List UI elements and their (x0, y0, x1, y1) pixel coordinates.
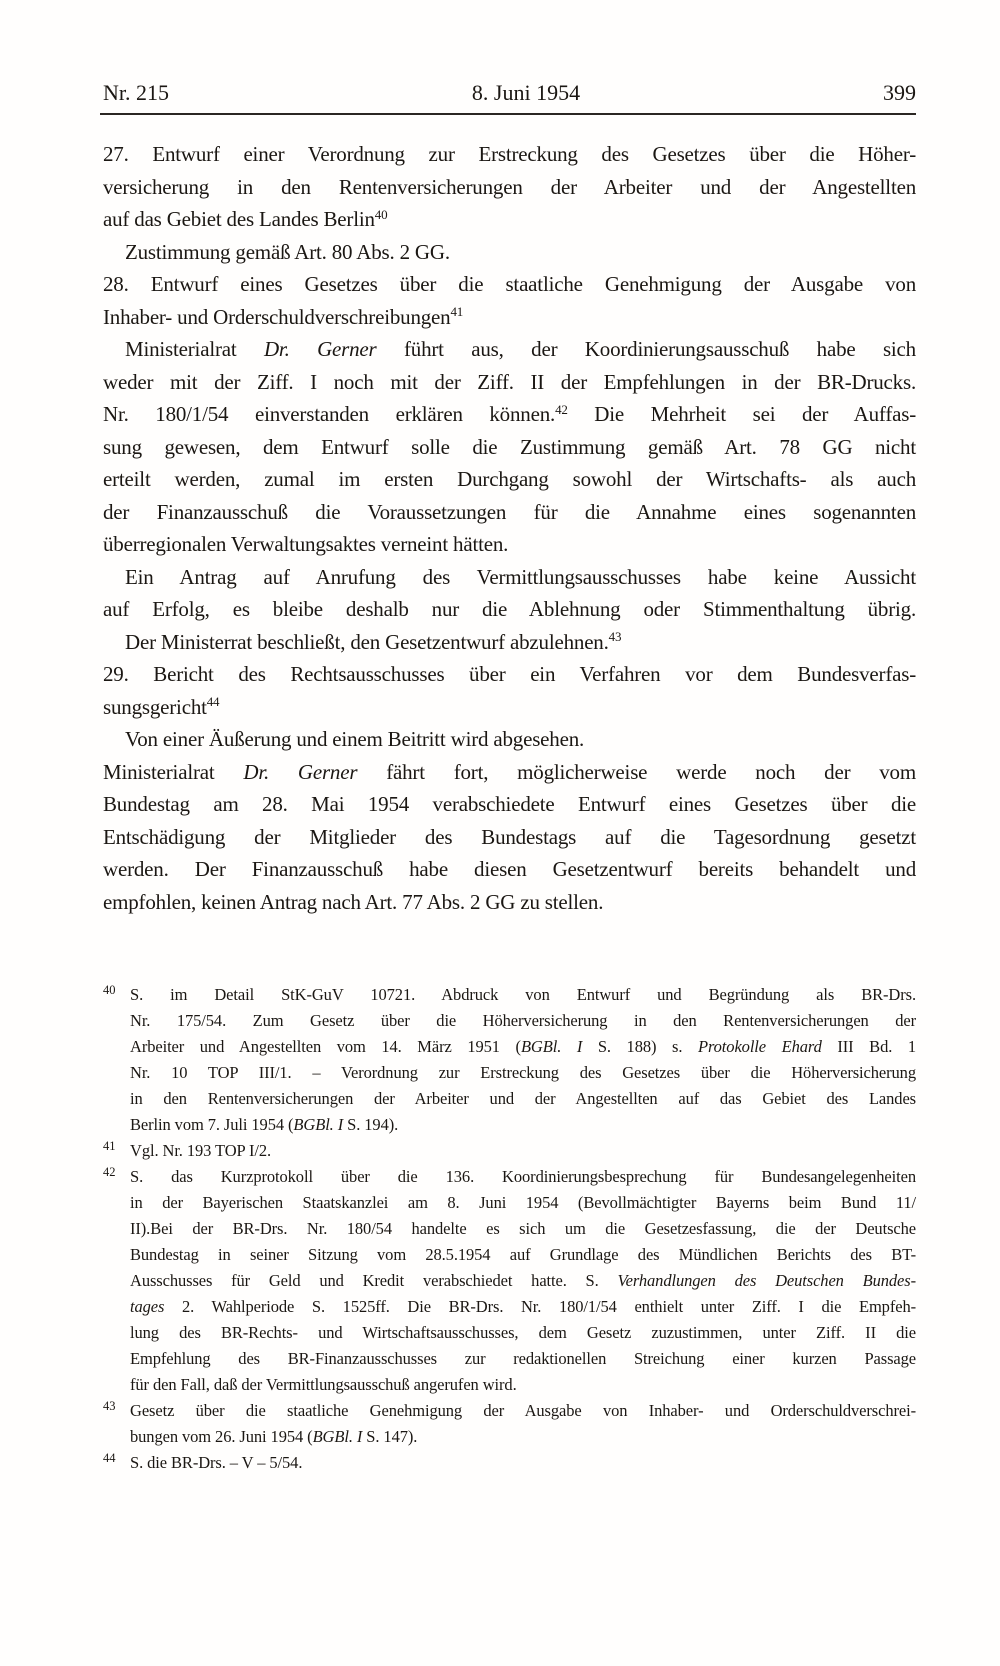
text-line (103, 431, 916, 464)
text-run: Nr. 175/54. Zum Gesetz über die Höherversicherung in den Rentenversicherungen der (130, 1011, 916, 1030)
page-header (103, 80, 916, 106)
text-line (130, 1216, 916, 1242)
footnote-number: 42 (103, 1165, 116, 1179)
text-line (103, 203, 916, 236)
text-line (130, 1008, 916, 1034)
text-run: Nr. 10 TOP III/1. – Verordnung zur Erstreckung des Gesetzes über die Höherversicherung (130, 1063, 916, 1082)
italic-text: tages (130, 1297, 165, 1316)
text-run: der Finanzausschuß die Voraussetzungen für die Annahme eines sogenannten (103, 499, 916, 524)
footnote (103, 1138, 916, 1164)
footnote-number: 43 (103, 1399, 116, 1413)
text-line (130, 1190, 916, 1216)
text-run: Bundestag in seiner Sitzung vom 28.5.1954 auf Grundlage des Mündlichen Berichts des BT- (130, 1245, 916, 1264)
text-run: werden. Der Finanzausschuß habe diesen Gesetzentwurf bereits behandelt und (103, 857, 916, 881)
text-run: III Bd. 1 (821, 1037, 917, 1056)
text-line (103, 268, 916, 301)
text-run: Zustimmung gemäß Art. 80 Abs. 2 GG. (125, 239, 450, 264)
text-run: Arbeiter und Angestellten vom 14. März 1951 ( (130, 1037, 521, 1056)
text-line (130, 1320, 916, 1346)
text-line (103, 496, 916, 529)
text-run: Entschädigung der Mitglieder des Bundestags auf die Tagesordnung gesetzt (103, 824, 916, 849)
text-run: Bundestag am 28. Mai 1954 verabschiedete Entwurf eines Gesetzes über die (103, 792, 916, 816)
text-line (103, 171, 916, 204)
text-line (103, 821, 916, 854)
text-run: 2. Wahlperiode S. 1525ff. Die BR-Drs. Nr. 180/1/54 enthielt unter Ziff. I die Empfeh- (164, 1297, 916, 1316)
header-issue-number: Nr. 215 (103, 80, 169, 105)
text-run: auf das Gebiet des Landes Berlin (103, 207, 375, 231)
text-run: empfohlen, keinen Antrag nach Art. 77 Abs. 2 GG zu stellen. (103, 889, 604, 914)
text-line (103, 756, 916, 789)
footnote-ref: 41 (450, 304, 464, 320)
text-run: Die Mehrheit sei der Auffas- (567, 402, 916, 426)
text-line (130, 1112, 916, 1138)
footnote-number: 41 (103, 1139, 116, 1153)
header-rule (100, 113, 916, 115)
text-run: Ministerialrat (125, 337, 264, 361)
text-line (130, 982, 916, 1008)
text-run: Ein Antrag auf Anrufung des Vermittlungsausschusses habe keine Aussicht (125, 564, 916, 589)
text-run: fährt fort, möglicherweise werde noch der vom (357, 759, 916, 784)
italic-text: BGBl. I (293, 1115, 344, 1134)
text-run: versicherung in den Rentenversicherungen der Arbeiter und der Angestellten (103, 174, 916, 199)
text-line (130, 1086, 916, 1112)
text-run: sung gewesen, dem Entwurf solle die Zustimmung gemäß Art. 78 GG nicht (103, 434, 916, 459)
text-run: Nr. 180/1/54 einverstanden erklären können. (103, 402, 556, 426)
footnote-ref: 42 (555, 401, 568, 417)
text-line (103, 626, 916, 659)
text-run: erteilt werden, zumal im ersten Durchgang sowohl der Wirtschafts- als auch (103, 467, 916, 491)
text-line (130, 1450, 916, 1476)
footnote-number: 44 (103, 1451, 116, 1465)
text-run: S. 147). (362, 1427, 418, 1446)
text-run: weder mit der Ziff. I noch mit der Ziff. II der Empfehlungen in der BR-Drucks. (103, 369, 916, 394)
text-line (103, 301, 916, 334)
text-run: für den Fall, daß der Vermittlungsausschuß angerufen wird. (130, 1375, 517, 1394)
text-line (103, 561, 916, 594)
text-run: in den Rentenversicherungen der Arbeiter und der Angestellten auf das Gebiet des Landes (130, 1089, 916, 1108)
footnote-ref: 44 (206, 694, 220, 710)
text-run: S. 188) s. (582, 1037, 698, 1056)
text-run: Berlin vom 7. Juli 1954 ( (130, 1115, 294, 1134)
text-run: bungen vom 26. Juni 1954 ( (130, 1427, 313, 1446)
text-line (130, 1268, 916, 1294)
footnote (103, 1164, 916, 1398)
footnote (103, 1450, 916, 1476)
body-text (103, 138, 916, 918)
text-run: überregionalen Verwaltungsaktes verneint hätten. (103, 532, 509, 556)
text-run: Ministerialrat (103, 759, 244, 784)
text-line (130, 1294, 916, 1320)
text-line (103, 886, 916, 919)
text-run: S. 194). (343, 1115, 399, 1134)
text-line (130, 1372, 916, 1398)
italic-text: Protokolle Ehard (697, 1037, 822, 1056)
text-run: S. das Kurzprotokoll über die 136. Koordinierungsbesprechung für Bundesangelegenheiten (130, 1167, 916, 1186)
text-run: in der Bayerischen Staatskanzlei am 8. Juni 1954 (Bevollmächtigter Bayerns beim Bund 11/ (130, 1193, 916, 1212)
text-line (130, 1060, 916, 1086)
text-line (103, 333, 916, 366)
text-run: auf Erfolg, es bleibe deshalb nur die Ablehnung oder Stimmenthaltung übrig. (103, 597, 916, 621)
text-line (103, 593, 916, 626)
text-run: 27. Entwurf einer Verordnung zur Erstreckung des Gesetzes über die Höher- (103, 142, 916, 166)
footnote-ref: 40 (374, 206, 388, 222)
text-line (103, 691, 916, 724)
text-line (103, 528, 916, 561)
footnote-number: 40 (103, 983, 116, 997)
text-line (130, 1346, 916, 1372)
text-run: S. die BR-Drs. – V – 5/54. (130, 1453, 303, 1472)
text-run: 28. Entwurf eines Gesetzes über die staatliche Genehmigung der Ausgabe von (103, 272, 916, 296)
text-line (103, 788, 916, 821)
footnote (103, 982, 916, 1138)
text-run: Der Ministerrat beschließt, den Gesetzentwurf abzulehnen. (125, 629, 609, 654)
text-run: Vgl. Nr. 193 TOP I/2. (130, 1141, 272, 1160)
header-page-number: 399 (883, 80, 916, 105)
text-line (130, 1164, 916, 1190)
text-line (103, 236, 916, 269)
text-run: Gesetz über die staatliche Genehmigung der Ausgabe von Inhaber- und Orderschuldverschrei- (130, 1401, 916, 1420)
footnote (103, 1398, 916, 1450)
text-run: lung des BR-Rechts- und Wirtschaftsausschusses, dem Gesetz zuzustimmen, unter Ziff. II die (130, 1323, 916, 1342)
text-line (130, 1398, 916, 1424)
text-line (103, 366, 916, 399)
text-run: Inhaber- und Orderschuldverschreibungen (103, 304, 451, 329)
text-line (130, 1138, 916, 1164)
italic-text: BGBl. I (520, 1037, 583, 1056)
text-run: sungsgericht (103, 694, 207, 719)
italic-text: BGBl. I (312, 1427, 363, 1446)
text-line (103, 463, 916, 496)
text-line (103, 853, 916, 886)
text-run: 29. Bericht des Rechtsausschusses über ein Verfahren vor dem Bundesverfas- (103, 662, 916, 686)
text-run: Ausschusses für Geld und Kredit verabschiedet hatte. S. (130, 1271, 618, 1290)
text-line (103, 658, 916, 691)
text-line (103, 398, 916, 431)
footnote-ref: 43 (608, 629, 622, 645)
italic-text: Dr. Gerner (243, 759, 358, 784)
text-line (130, 1242, 916, 1268)
text-run: II).Bei der BR-Drs. Nr. 180/54 handelte es sich um die Gesetzesfassung, die der Deutsche (130, 1219, 916, 1238)
text-run: S. im Detail StK-GuV 10721. Abdruck von Entwurf und Begründung als BR-Drs. (130, 985, 916, 1004)
footnotes-section (103, 982, 916, 1476)
text-line (103, 138, 916, 171)
text-run: Empfehlung des BR-Finanzausschusses zur redaktionellen Streichung einer kurzen Passage (130, 1349, 916, 1368)
header-date: 8. Juni 1954 (471, 80, 581, 105)
text-line (103, 723, 916, 756)
text-line (130, 1424, 916, 1450)
text-run: Von einer Äußerung und einem Beitritt wird abgesehen. (125, 727, 585, 751)
text-run: führt aus, der Koordinierungsausschuß habe sich (376, 337, 916, 361)
italic-text: Dr. Gerner (263, 337, 377, 361)
text-line (130, 1034, 916, 1060)
italic-text: Verhandlungen des Deutschen Bundes- (617, 1271, 916, 1290)
